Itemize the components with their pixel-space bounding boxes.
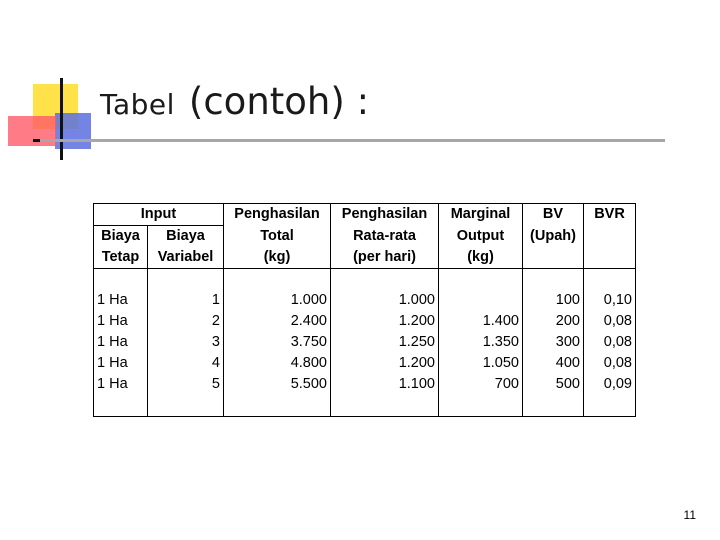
table-cell: 0,09 [603, 376, 632, 392]
table-cell: 1 Ha [94, 290, 148, 311]
header-cell: Total [224, 226, 331, 248]
table-cell [439, 290, 523, 311]
table-cell: 4 [148, 353, 224, 374]
slide-title-rest: (contoh) : [188, 80, 370, 123]
header-cell: Biaya [94, 226, 148, 248]
table-cell: 200 [523, 311, 584, 332]
table-cell: 1.200 [331, 311, 439, 332]
table-row [94, 290, 636, 311]
table-cell: 1.050 [439, 353, 523, 374]
table-spacer-row [94, 395, 636, 417]
header-cell: (Upah) [523, 226, 584, 248]
table-cell: 1 Ha [94, 332, 148, 353]
table-cell: 5 [148, 374, 224, 395]
table-row [94, 353, 636, 374]
table-cell: 1.100 [331, 374, 439, 395]
table-cell: 300 [523, 332, 584, 353]
table-container [93, 203, 636, 417]
header-cell: Biaya [148, 226, 224, 248]
decoration-vertical-line [60, 78, 63, 160]
header-cell: Penghasilan [331, 204, 439, 226]
header-row [94, 247, 636, 269]
table-cell: 1.000 [331, 290, 439, 311]
slide-title [100, 80, 369, 123]
header-cell: Output [439, 226, 523, 248]
table-cell: 1.000 [224, 290, 331, 311]
table-cell: 4.800 [224, 353, 331, 374]
table-spacer-row [94, 269, 636, 291]
table-header [94, 204, 636, 269]
header-cell: (per hari) [331, 247, 439, 269]
table-cell: 1 [148, 290, 224, 311]
table-cell: 0,08 [603, 355, 632, 371]
header-row [94, 204, 636, 226]
table-cell: 0,10 [603, 292, 632, 308]
table-cell: 100 [523, 290, 584, 311]
table-cell: 1 Ha [94, 374, 148, 395]
header-cell [523, 247, 584, 269]
header-cell: Marginal [439, 204, 523, 226]
table-row [94, 332, 636, 353]
table-cell: 3.750 [224, 332, 331, 353]
table-cell: 400 [523, 353, 584, 374]
table-cell: 2 [148, 311, 224, 332]
title-underline [40, 139, 665, 142]
header-cell [584, 226, 636, 248]
table-row [94, 311, 636, 332]
page-number: 11 [683, 508, 696, 522]
header-cell: Rata-rata [331, 226, 439, 248]
table-cell: 700 [439, 374, 523, 395]
header-cell: BV [523, 204, 584, 226]
header-cell: BVR [594, 206, 625, 223]
slide-decoration [0, 0, 110, 170]
header-cell: Penghasilan [224, 204, 331, 226]
table-cell: 1.200 [331, 353, 439, 374]
table-cell: 3 [148, 332, 224, 353]
table-row [94, 374, 636, 395]
header-cell [584, 247, 636, 269]
data-table [93, 203, 636, 417]
table-cell: 500 [523, 374, 584, 395]
table-cell: 1 Ha [94, 311, 148, 332]
table-cell: 1.250 [331, 332, 439, 353]
header-cell: (kg) [224, 247, 331, 269]
header-cell: Tetap [94, 247, 148, 269]
table-cell: 1 Ha [94, 353, 148, 374]
header-row [94, 226, 636, 248]
table-cell: 5.500 [224, 374, 331, 395]
header-cell: Input [94, 204, 224, 226]
table-cell: 2.400 [224, 311, 331, 332]
table-cell: 1.350 [439, 332, 523, 353]
table-cell: 0,08 [603, 313, 632, 329]
header-cell: Variabel [148, 247, 224, 269]
slide-title-word: Tabel [100, 88, 175, 121]
header-cell: (kg) [439, 247, 523, 269]
table-cell: 1.400 [439, 311, 523, 332]
table-body [94, 269, 636, 417]
table-cell: 0,08 [603, 334, 632, 350]
